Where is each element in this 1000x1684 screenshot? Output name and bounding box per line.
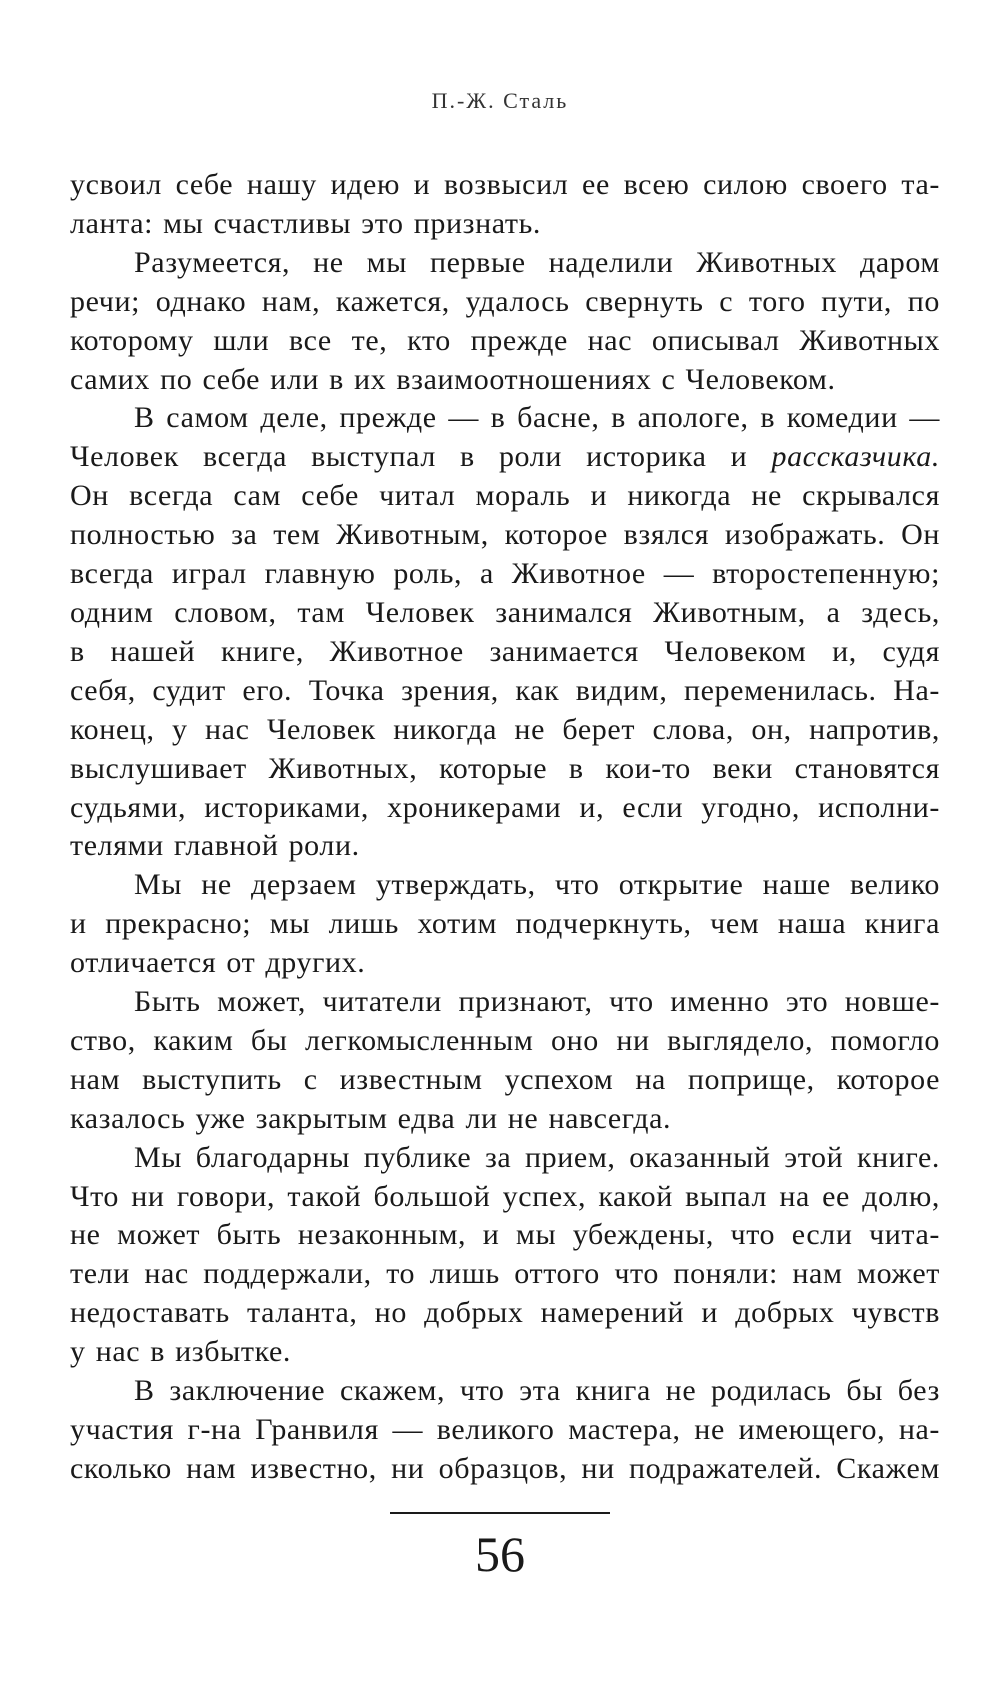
text-line: нам выступить с известным успехом на поприще, которое	[70, 1062, 940, 1096]
text-line: всегда играл главную роль, а Животное — второстепенную;	[70, 557, 940, 591]
text-line: одним словом, там Человек занимался Животным, а здесь,	[70, 595, 940, 629]
text-line: Быть может, читатели признают, что именно это новше-	[134, 985, 940, 1019]
text-line: в нашей книге, Животное занимается Человеком и, судя	[70, 634, 940, 668]
text-line: судьями, историками, хроникерами и, если угодно, исполни-	[70, 790, 940, 824]
page-number: 56	[475, 1526, 525, 1582]
text-line: недоставать таланта, но добрых намерений и добрых чувств	[70, 1296, 940, 1330]
text-line: речи; однако нам, кажется, удалось свернуть с того пути, по	[70, 284, 940, 318]
footer-rule	[390, 1512, 610, 1514]
italic-word: рассказчика.	[771, 440, 940, 474]
body-text	[70, 166, 940, 1489]
text-line: В самом деле, прежде — в басне, в апологе, в комедии —	[134, 401, 940, 435]
text-line: участия г-на Гранвиля — великого мастера, не имеющего, на-	[70, 1413, 940, 1446]
text-line-segment: Человек всегда выступал в роли историка и	[70, 440, 772, 474]
running-head: П.-Ж. Сталь	[431, 88, 569, 113]
text-line: усвоил себе нашу идею и возвысил ее всею силою своего та-	[70, 168, 940, 201]
text-line: себя, судит его. Точка зрения, как видим, переменилась. На-	[70, 673, 940, 707]
text-line: ство, каким бы легкомысленным оно ни выглядело, помогло	[70, 1023, 940, 1057]
text-line: Мы не дерзаем утверждать, что открытие наше велико	[134, 868, 940, 902]
text-line: В заключение скажем, что эта книга не родилась бы без	[134, 1374, 940, 1408]
text-line: Разумеется, не мы первые наделили Животных даром	[134, 245, 940, 279]
text-line: и прекрасно; мы лишь хотим подчеркнуть, чем наша книга	[70, 907, 940, 941]
text-line: тели нас поддержали, то лишь оттого что поняли: нам может	[70, 1257, 940, 1291]
text-line: сколько нам известно, ни образцов, ни подражателей. Скажем	[70, 1451, 940, 1485]
text-line: полностью за тем Животным, которое взялся изображать. Он	[70, 518, 940, 552]
text-line: не может быть незаконным, и мы убеждены, что если чита-	[70, 1218, 940, 1252]
text-line: телями главной роли.	[70, 829, 360, 863]
text-line: конец, у нас Человек никогда не берет слова, он, напротив,	[70, 712, 940, 746]
text-line: отличается от других.	[70, 946, 366, 980]
text-line: самих по себе или в их взаимоотношениях с Человеком.	[70, 362, 836, 396]
text-line: Он всегда сам себе читал мораль и никогда не скрывался	[70, 479, 940, 513]
text-line	[70, 438, 940, 477]
text-line: ланта: мы счастливы это признать.	[70, 206, 541, 240]
text-line: Мы благодарны публике за прием, оказанный этой книге.	[134, 1140, 940, 1174]
text-line: Что ни говори, такой большой успех, какой выпал на ее долю,	[70, 1179, 940, 1213]
text-line: выслушивает Животных, которые в кои-то веки становятся	[70, 751, 940, 785]
text-line: у нас в избытке.	[70, 1335, 292, 1369]
text-line: которому шли все те, кто прежде нас описывал Животных	[70, 323, 940, 357]
text-line: казалось уже закрытым едва ли не навсегда.	[70, 1101, 672, 1135]
